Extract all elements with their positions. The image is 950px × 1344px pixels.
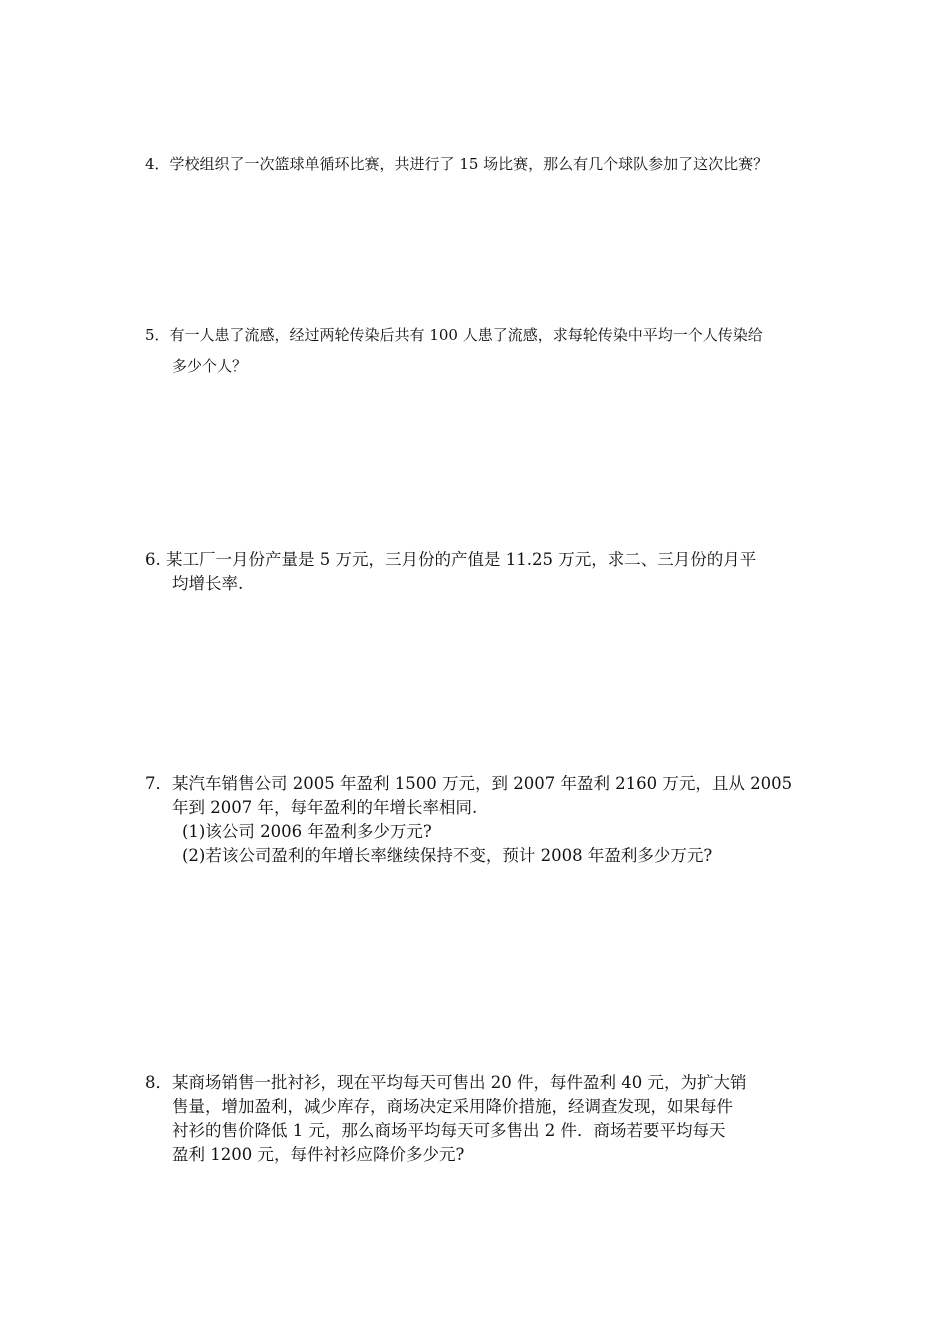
question-5-line-2: 多少个人？ [172,357,248,375]
question-6 [145,548,815,596]
question-8-line-1: 8．某商场销售一批衬衫，现在平均每天可售出 20 件，每件盈利 40 元，为扩大销 [145,1073,747,1092]
question-8-line-3: 衬衫的售价降低 1 元，那么商场平均每天可多售出 2 件．商场若要平均每天 [172,1121,726,1140]
question-5-line-1: 5．有一人患了流感，经过两轮传染后共有 100 人患了流感，求每轮传染中平均一个人传染给 [145,326,763,344]
question-7-line-2: 年到 2007 年，每年盈利的年增长率相同. [172,798,478,817]
question-7-line-1: 7．某汽车销售公司 2005 年盈利 1500 万元，到 2007 年盈利 2160 万元，且从 2005 [145,774,793,793]
question-8-line-2: 售量，增加盈利，减少库存，商场决定采用降价措施，经调查发现，如果每件 [172,1097,733,1116]
question-6-line-1: 6. 某工厂一月份产量是 5 万元，三月份的产值是 11.25 万元，求二、三月份的月平 [145,550,757,569]
question-5 [145,320,815,382]
question-8 [145,1071,815,1167]
question-7-part-2: (2)若该公司盈利的年增长率继续保持不变，预计 2008 年盈利多少万元? [182,846,713,865]
question-7 [145,772,815,868]
question-4 [145,149,815,180]
question-8-line-4: 盈利 1200 元，每件衬衫应降价多少元? [172,1145,465,1164]
question-7-part-1: (1)该公司 2006 年盈利多少万元? [182,822,432,841]
question-4-line-1: 4．学校组织了一次篮球单循环比赛，共进行了 15 场比赛，那么有几个球队参加了这次比赛？ [145,155,769,173]
question-6-line-2: 均增长率. [172,574,244,593]
